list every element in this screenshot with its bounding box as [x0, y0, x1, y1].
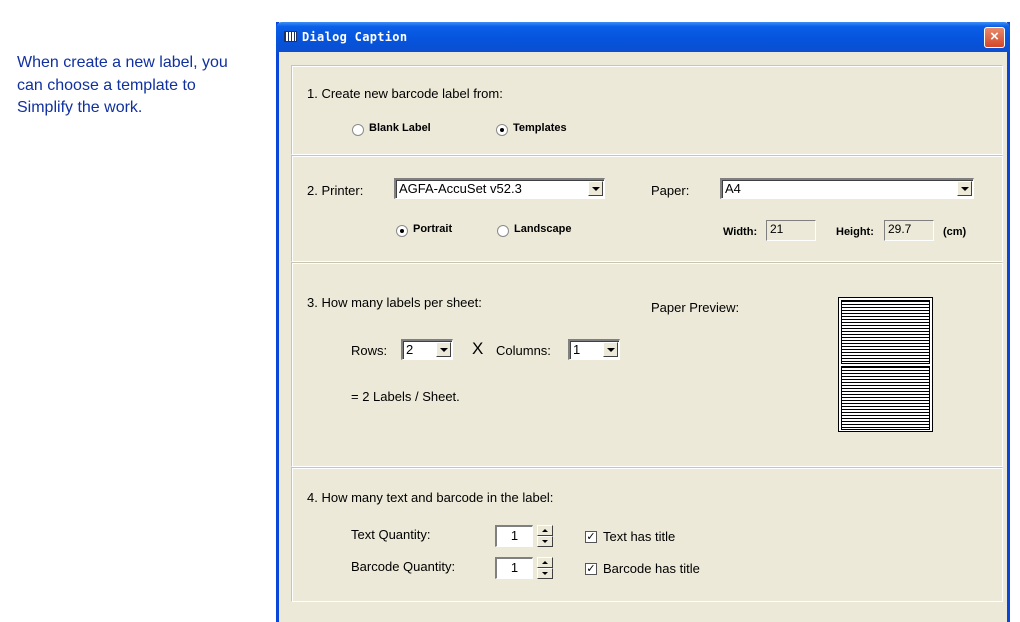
columns-label: Columns:	[496, 343, 551, 358]
landscape-label[interactable]: Landscape	[514, 223, 572, 235]
section4-heading: 4. How many text and barcode in the label:	[307, 490, 554, 505]
rows-select[interactable]	[401, 339, 453, 360]
section1-heading: 1. Create new barcode label from:	[307, 86, 503, 101]
text-quantity-spinner[interactable]	[537, 525, 553, 547]
app-icon	[284, 31, 297, 42]
chevron-down-icon[interactable]	[588, 181, 603, 196]
intro-text	[17, 52, 267, 120]
templates-label[interactable]: Templates	[513, 122, 567, 134]
paper-value: A4	[725, 181, 741, 196]
text-has-title-label[interactable]: Text has title	[603, 529, 676, 544]
width-label: Width:	[723, 226, 758, 238]
printer-value: AGFA-AccuSet v52.3	[399, 181, 522, 196]
intro-line-2: can choose a template to	[17, 76, 196, 94]
paper-label: Paper:	[651, 183, 690, 198]
chevron-down-icon[interactable]	[957, 181, 972, 196]
height-label: Height:	[836, 226, 874, 238]
preview-label-2	[841, 366, 930, 430]
columns-select[interactable]	[568, 339, 620, 360]
section-create-from	[291, 65, 1003, 155]
section3-heading: 3. How many labels per sheet:	[307, 295, 482, 310]
rows-label: Rows:	[351, 343, 388, 358]
dialog-window	[276, 22, 1010, 622]
chevron-down-icon[interactable]	[436, 342, 451, 357]
title-bar[interactable]	[276, 22, 1010, 52]
text-quantity-label: Text Quantity:	[351, 527, 431, 542]
paper-select[interactable]	[720, 178, 974, 199]
columns-value: 1	[573, 342, 581, 357]
blank-label-radio[interactable]	[352, 124, 364, 136]
portrait-label[interactable]: Portrait	[413, 223, 453, 235]
printer-select[interactable]	[394, 178, 605, 199]
barcode-quantity-input[interactable]: 1	[495, 557, 533, 579]
height-field: 29.7	[884, 220, 934, 241]
preview-label-1	[841, 300, 930, 364]
section-printer	[291, 155, 1003, 262]
templates-radio[interactable]	[496, 124, 508, 136]
paper-preview	[838, 297, 933, 432]
intro-line-1: When create a new label, you	[17, 54, 228, 71]
text-quantity-input[interactable]: 1	[495, 525, 533, 547]
barcode-has-title-label[interactable]: Barcode has title	[603, 561, 700, 576]
barcode-has-title-checkbox[interactable]: ✓	[586, 563, 596, 575]
spin-up-icon[interactable]	[537, 557, 553, 568]
width-field: 21	[766, 220, 816, 241]
spin-up-icon[interactable]	[537, 525, 553, 536]
printer-label: 2. Printer:	[307, 183, 364, 198]
spin-down-icon[interactable]	[537, 536, 553, 547]
barcode-quantity-spinner[interactable]	[537, 557, 553, 579]
text-has-title-checkbox[interactable]: ✓	[586, 531, 596, 543]
section-text-barcode	[291, 467, 1003, 602]
rows-value: 2	[406, 342, 414, 357]
spin-down-icon[interactable]	[537, 568, 553, 579]
dialog-title: Dialog Caption	[302, 30, 408, 44]
close-button[interactable]: ×	[984, 27, 1005, 48]
unit-label: (cm)	[943, 226, 967, 238]
paper-preview-label: Paper Preview:	[651, 300, 740, 315]
times-symbol: X	[472, 339, 484, 358]
blank-label-label[interactable]: Blank Label	[369, 122, 431, 134]
barcode-quantity-label: Barcode Quantity:	[351, 559, 456, 574]
section-labels-per-sheet	[291, 262, 1003, 467]
labels-per-sheet-result: = 2 Labels / Sheet.	[351, 389, 460, 404]
landscape-radio[interactable]	[497, 225, 509, 237]
chevron-down-icon[interactable]	[603, 342, 618, 357]
intro-line-3: Simplify the work.	[17, 99, 143, 116]
portrait-radio[interactable]	[396, 225, 408, 237]
